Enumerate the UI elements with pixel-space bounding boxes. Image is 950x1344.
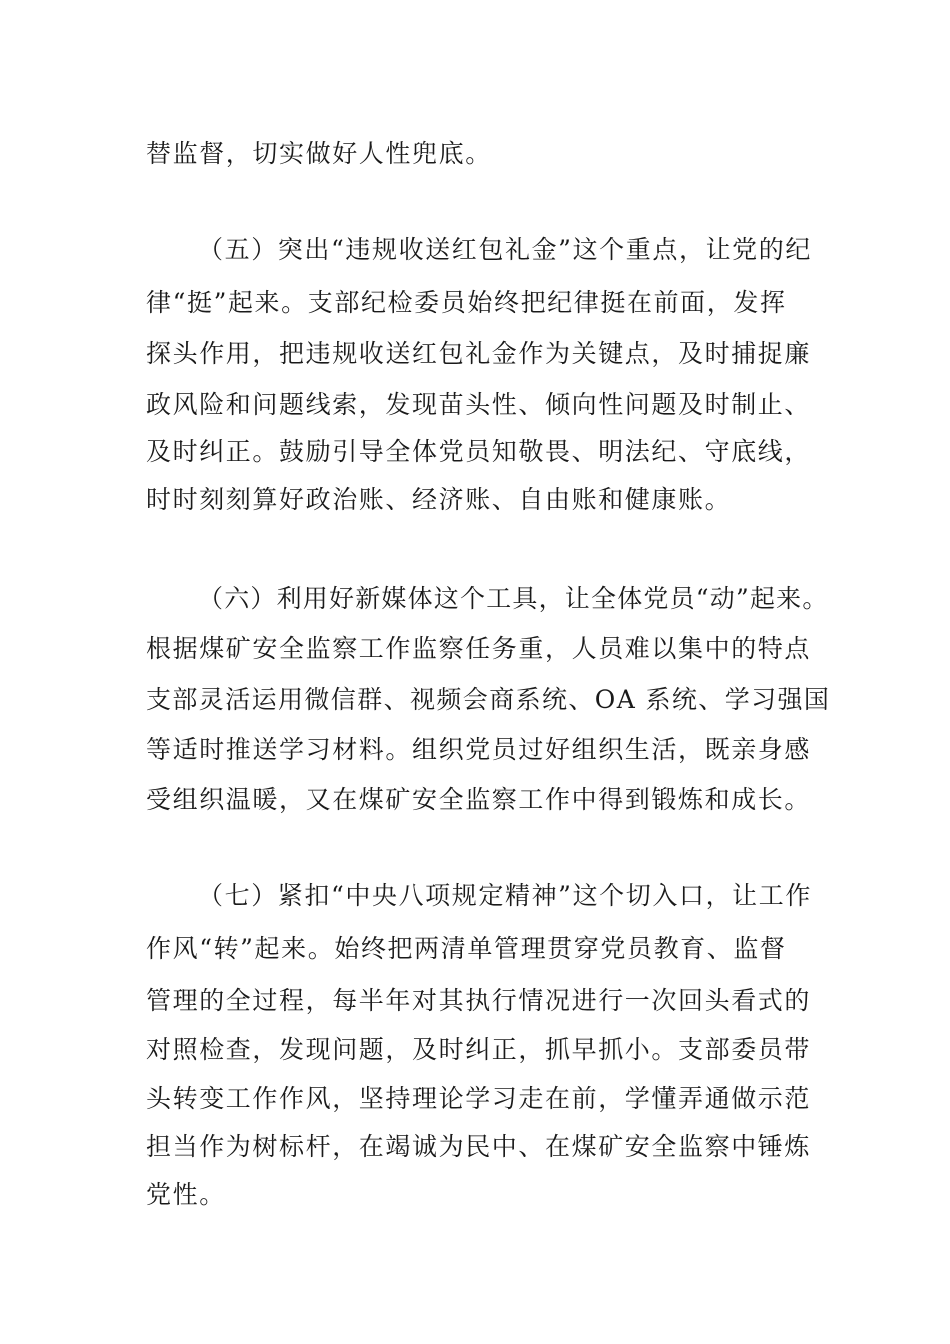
- paragraph-5-line-6: 时时刻刻算好政治账、经济账、自由账和健康账。: [146, 485, 732, 514]
- paragraph-5-line-4: 政风险和问题线索，发现苗头性、倾向性问题及时制止、: [146, 390, 812, 419]
- paragraph-6-line-3: 支部灵活运用微信群、视频会商系统、OA 系统、学习强国: [146, 685, 831, 714]
- paragraph-4-line-end: 替监督，切实做好人性兜底。: [146, 139, 492, 168]
- paragraph-5-line-2: 律“挺”起来。支部纪检委员始终把纪律挺在前面，发挥: [146, 288, 787, 317]
- paragraph-5-line-5: 及时纠正。鼓励引导全体党员知敬畏、明法纪、守底线，: [146, 437, 812, 466]
- paragraph-6-line-4: 等适时推送学习材料。组织党员过好组织生活，既亲身感: [146, 735, 812, 764]
- paragraph-5-line-3: 探头作用，把违规收送红包礼金作为关键点，及时捕捉廉: [146, 339, 812, 368]
- paragraph-7-line-4: 对照检查，发现问题，及时纠正，抓早抓小。支部委员带: [146, 1035, 812, 1064]
- paragraph-5-line-1: （五）突出“违规收送红包礼金”这个重点，让党的纪: [198, 235, 812, 264]
- paragraph-6-line-1: （六）利用好新媒体这个工具，让全体党员“动”起来。: [198, 584, 829, 613]
- paragraph-7-line-1: （七）紧扣“中央八项规定精神”这个切入口，让工作: [198, 881, 812, 910]
- paragraph-6-line-2: 根据煤矿安全监察工作监察任务重，人员难以集中的特点: [146, 634, 812, 663]
- paragraph-7-line-7: 党性。: [146, 1180, 226, 1209]
- paragraph-7-line-6: 担当作为树标杆，在竭诚为民中、在煤矿安全监察中锤炼: [146, 1132, 812, 1161]
- paragraph-7-line-3: 管理的全过程，每半年对其执行情况进行一次回头看式的: [146, 986, 812, 1015]
- paragraph-7-line-2: 作风“转”起来。始终把两清单管理贯穿党员教育、监督: [146, 934, 787, 963]
- paragraph-6-line-5: 受组织温暖，又在煤矿安全监察工作中得到锻炼和成长。: [146, 785, 812, 814]
- paragraph-7-line-5: 头转变工作作风，坚持理论学习走在前，学懂弄通做示范: [146, 1084, 812, 1113]
